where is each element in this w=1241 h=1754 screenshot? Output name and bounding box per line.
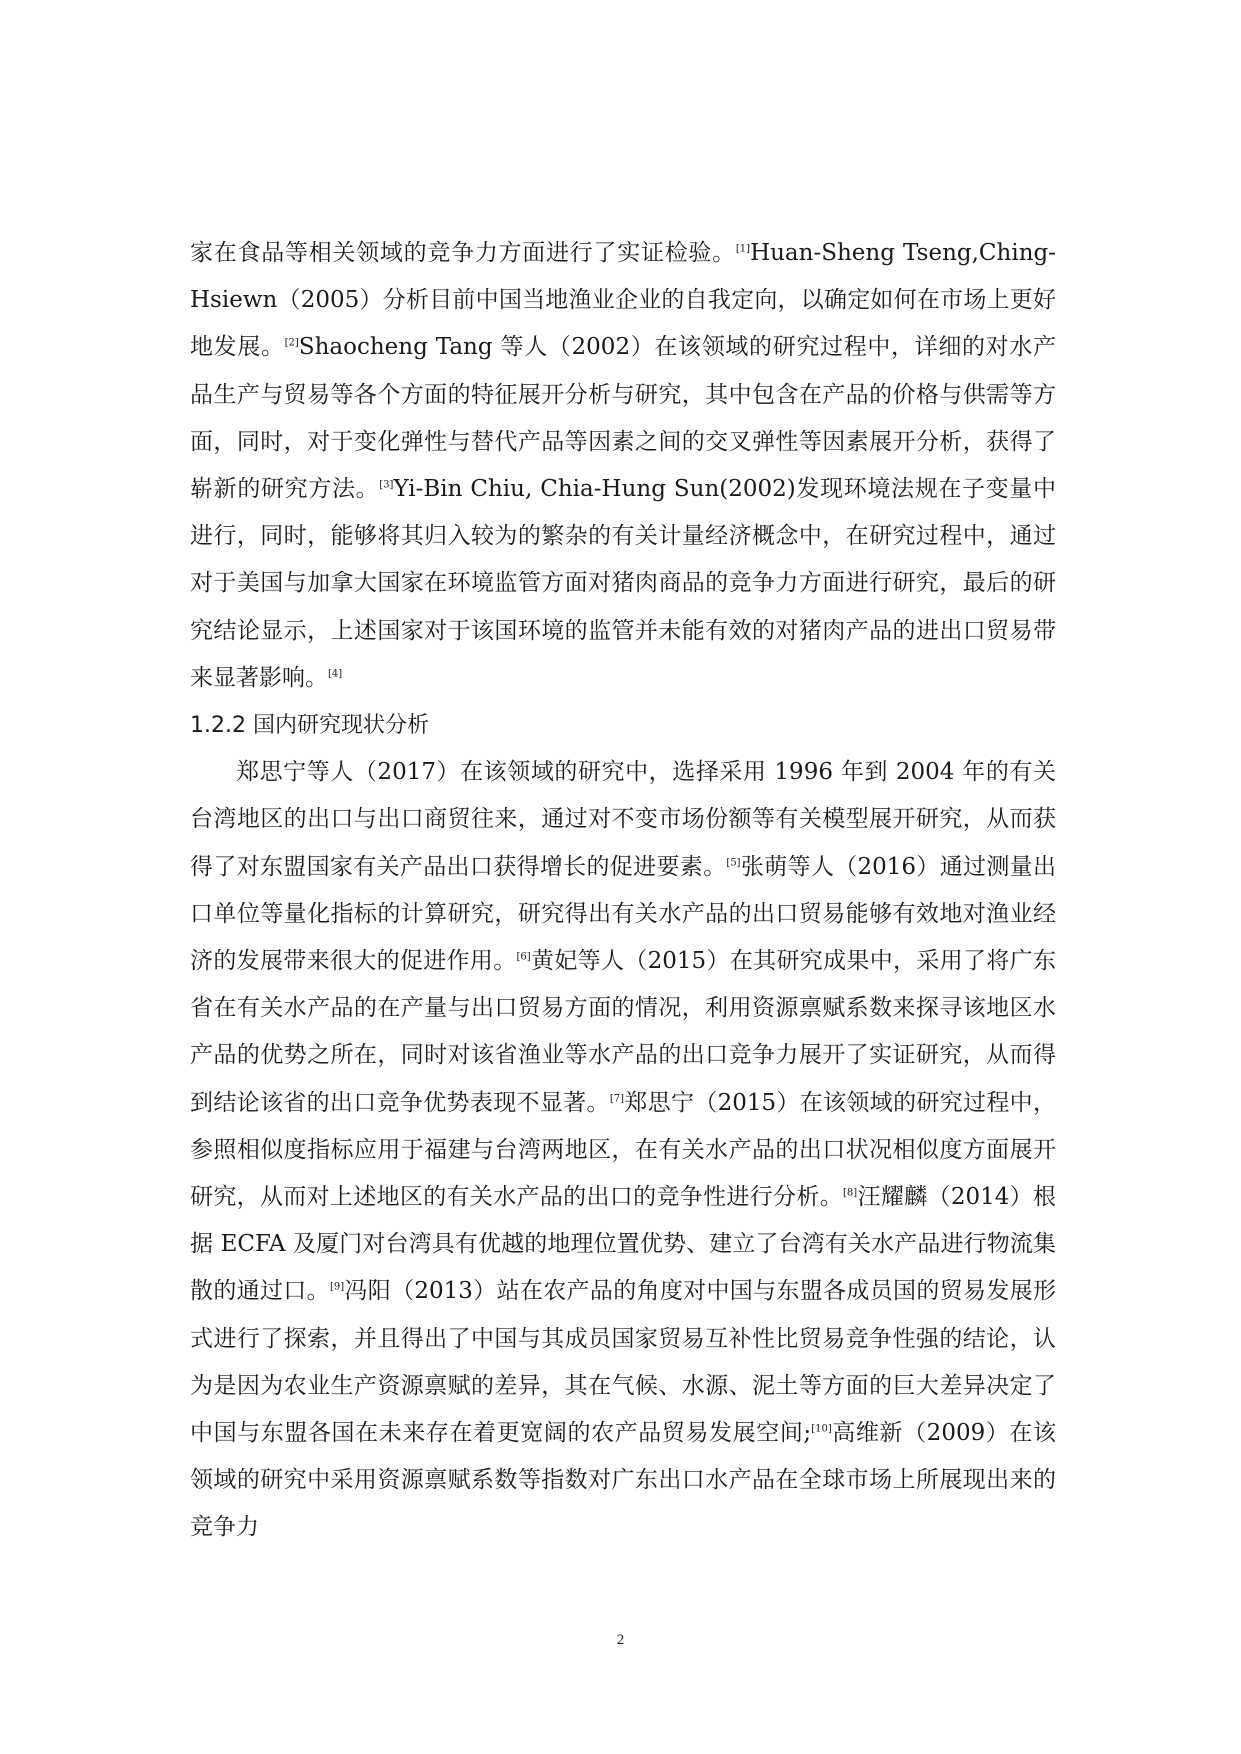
page-number: 2 [616,1632,625,1648]
citation-marker: [8] [843,1187,858,1199]
text-run: Shaocheng Tang 等人（2002）在该领域的研究过程中，详细的对水产品生产与贸易等各个方面的特征展开分析与研究，其中包含在产品的价格与供需等方面，同时，对于变化弹性与替代产品等因素之间的交叉弹性等因素展开分析，获得了崭新的研究方法。 [190,334,1056,503]
text-run: Yi-Bin Chiu, Chia-Hung Sun(2002)发现环境法规在子变量中进行，同时，能够将其归入较为的繁杂的有关计量经济概念中，在研究过程中，通过对于美国与加拿大国家在环境监管方面对猪肉商品的竞争力方面进行研究，最后的研究结论显示，上述国家对于该国环境的监管并未能有效的对猪肉产品的进出口贸易带来显著影响。 [190,476,1057,691]
citation-marker: [6] [516,951,531,963]
citation-marker: [5] [726,856,741,868]
text-run: Huan-Sheng Tseng,Ching-Hsiewn（2005）分析目前中国当地渔业企业的自我定向，以确定如何在市场上更好地发展。 [190,240,1056,361]
citation-marker: [10] [811,1423,832,1435]
citation-marker: [1] [735,243,751,255]
text-run: 汪耀麟（2014）根据 ECFA 及厦门对台湾具有优越的地理位置优势、建立了台湾有关水产品进行物流集散的通过口。 [190,1184,1056,1305]
text-run: 黄妃等人（2015）在其研究成果中，采用了将广东省在有关水产品的在产量与出口贸易方面的情况，利用资源禀赋系数来探寻该地区水产品的优势之所在，同时对该省渔业等水产品的出口竞争力展开了实证研究，从而得到结论该省的出口竞争优势表现不显著。 [190,948,1056,1116]
text-run: 家在食品等相关领域的竞争力方面进行了实证检验。 [190,240,736,266]
text-run: 冯阳（2013）站在农产品的角度对中国与东盟各成员国的贸易发展形式进行了探索，并且得出了中国与其成员国家贸易互补性比贸易竞争性强的结论，认为是因为农业生产资源禀赋的差异，其在气候、水源、泥土等方面的巨大差异决定了中国与东盟各国在未来存在着更宽阔的农产品贸易发展空间; [190,1278,1056,1447]
text-run: 郑思宁（2015）在该领域的研究过程中，参照相似度指标应用于福建与台湾两地区，在有关水产品的出口状况相似度方面展开研究，从而对上述地区的有关水产品的出口的竞争性进行分析。 [190,1089,1056,1211]
citation-marker: [4] [328,668,343,680]
section-heading: 1.2.2 国内研究现状分析 [190,713,429,739]
citation-marker: [2] [284,337,299,349]
text-run: 郑思宁等人（2017）在该领域的研究中，选择采用 1996 年到 2004 年的有关台湾地区的出口与出口商贸往来，通过对不变市场份额等有关模型展开研究，从而获得了对东盟国家有关产品出口获得增长的促进要素。 [190,759,1056,880]
paragraph-literature-foreign [190,230,1056,702]
citation-marker: [3] [379,479,394,491]
citation-marker: [9] [329,1281,345,1293]
paragraph-literature-domestic [190,749,1056,1551]
text-run: 高维新（2009）在该领域的研究中采用资源禀赋系数等指数对广东出口水产品在全球市场上所展现出来的竞争力 [190,1420,1056,1541]
body-text [190,230,1056,1552]
text-run: 张萌等人（2016）通过测量出口单位等量化指标的计算研究，研究得出有关水产品的出口贸易能够有效地对渔业经济的发展带来很大的促进作用。 [190,853,1056,975]
citation-marker: [7] [609,1093,624,1104]
